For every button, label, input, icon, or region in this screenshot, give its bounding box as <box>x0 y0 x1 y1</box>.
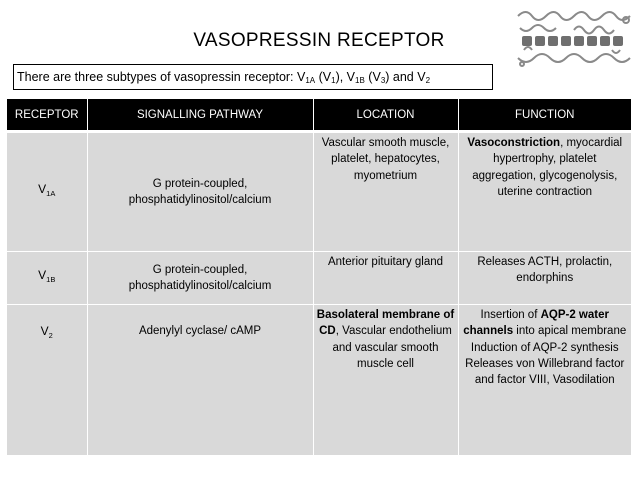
pathway-cell: G protein-coupled, phosphatidylinositol/calcium <box>87 132 313 252</box>
intro-subscript: 1B <box>355 76 365 85</box>
location-cell: Vascular smooth muscle, platelet, hepatocytes, myometrium <box>313 132 458 252</box>
intro-text: ), V <box>335 70 356 84</box>
function-cell <box>458 252 631 305</box>
header-location: LOCATION <box>313 99 458 132</box>
location-text: , Vascular endothelium and vascular smooth muscle cell <box>332 325 452 370</box>
receptor-cell <box>7 252 87 305</box>
receptor-name: V <box>38 182 47 197</box>
receptor-table <box>7 99 631 456</box>
function-text: Releases ACTH, prolactin, endorphins <box>477 256 613 285</box>
receptor-subscript: 2 <box>48 331 53 340</box>
table-header-row <box>7 99 631 132</box>
intro-text: (V <box>364 70 381 84</box>
function-emphasis: AQP-2 water channels <box>463 309 609 338</box>
intro-subscript: 1 <box>331 76 336 85</box>
intro-text: ) and V <box>385 70 426 84</box>
peptide-chain-logo-icon <box>514 6 632 70</box>
location-cell <box>313 305 458 456</box>
table-row <box>7 132 631 252</box>
function-text: , myocardial hypertrophy, platelet aggregation, glycogenolysis, uterine contraction <box>472 137 623 198</box>
page-title: VASOPRESSIN RECEPTOR <box>193 30 445 51</box>
intro-text: (V <box>315 70 332 84</box>
pathway-cell: Adenylyl cyclase/ cAMP <box>87 305 313 456</box>
function-cell <box>458 305 631 456</box>
table-row <box>7 305 631 456</box>
table-row <box>7 252 631 305</box>
function-cell <box>458 132 631 252</box>
receptor-subscript: 1B <box>46 275 56 285</box>
function-text: Insertion of <box>480 309 541 321</box>
intro-note <box>13 64 493 90</box>
function-emphasis: Vasoconstriction <box>467 137 561 149</box>
receptor-subscript: 1A <box>46 189 56 199</box>
function-text: into apical membrane Induction of AQP-2 synthesis Releases von Willebrand factor and factor VIII, Vasodilation <box>465 325 627 387</box>
intro-text: There are three subtypes of vasopressin receptor: V <box>17 70 306 84</box>
header-receptor: RECEPTOR <box>7 99 87 132</box>
intro-subscript: 1A <box>305 76 316 85</box>
header-function: FUNCTION <box>458 99 631 132</box>
location-cell: Anterior pituitary gland <box>313 252 458 305</box>
location-emphasis: Basolateral membrane of CD <box>316 309 455 338</box>
intro-subscript: 2 <box>425 76 431 85</box>
intro-subscript: 3 <box>380 76 386 85</box>
receptor-cell <box>7 132 87 252</box>
pathway-cell: G protein-coupled, phosphatidylinositol/calcium <box>87 252 313 305</box>
receptor-cell <box>7 305 87 456</box>
receptor-name: V <box>38 268 47 283</box>
receptor-name: V <box>40 324 49 338</box>
header-signalling-pathway: SIGNALLING PATHWAY <box>87 99 313 132</box>
